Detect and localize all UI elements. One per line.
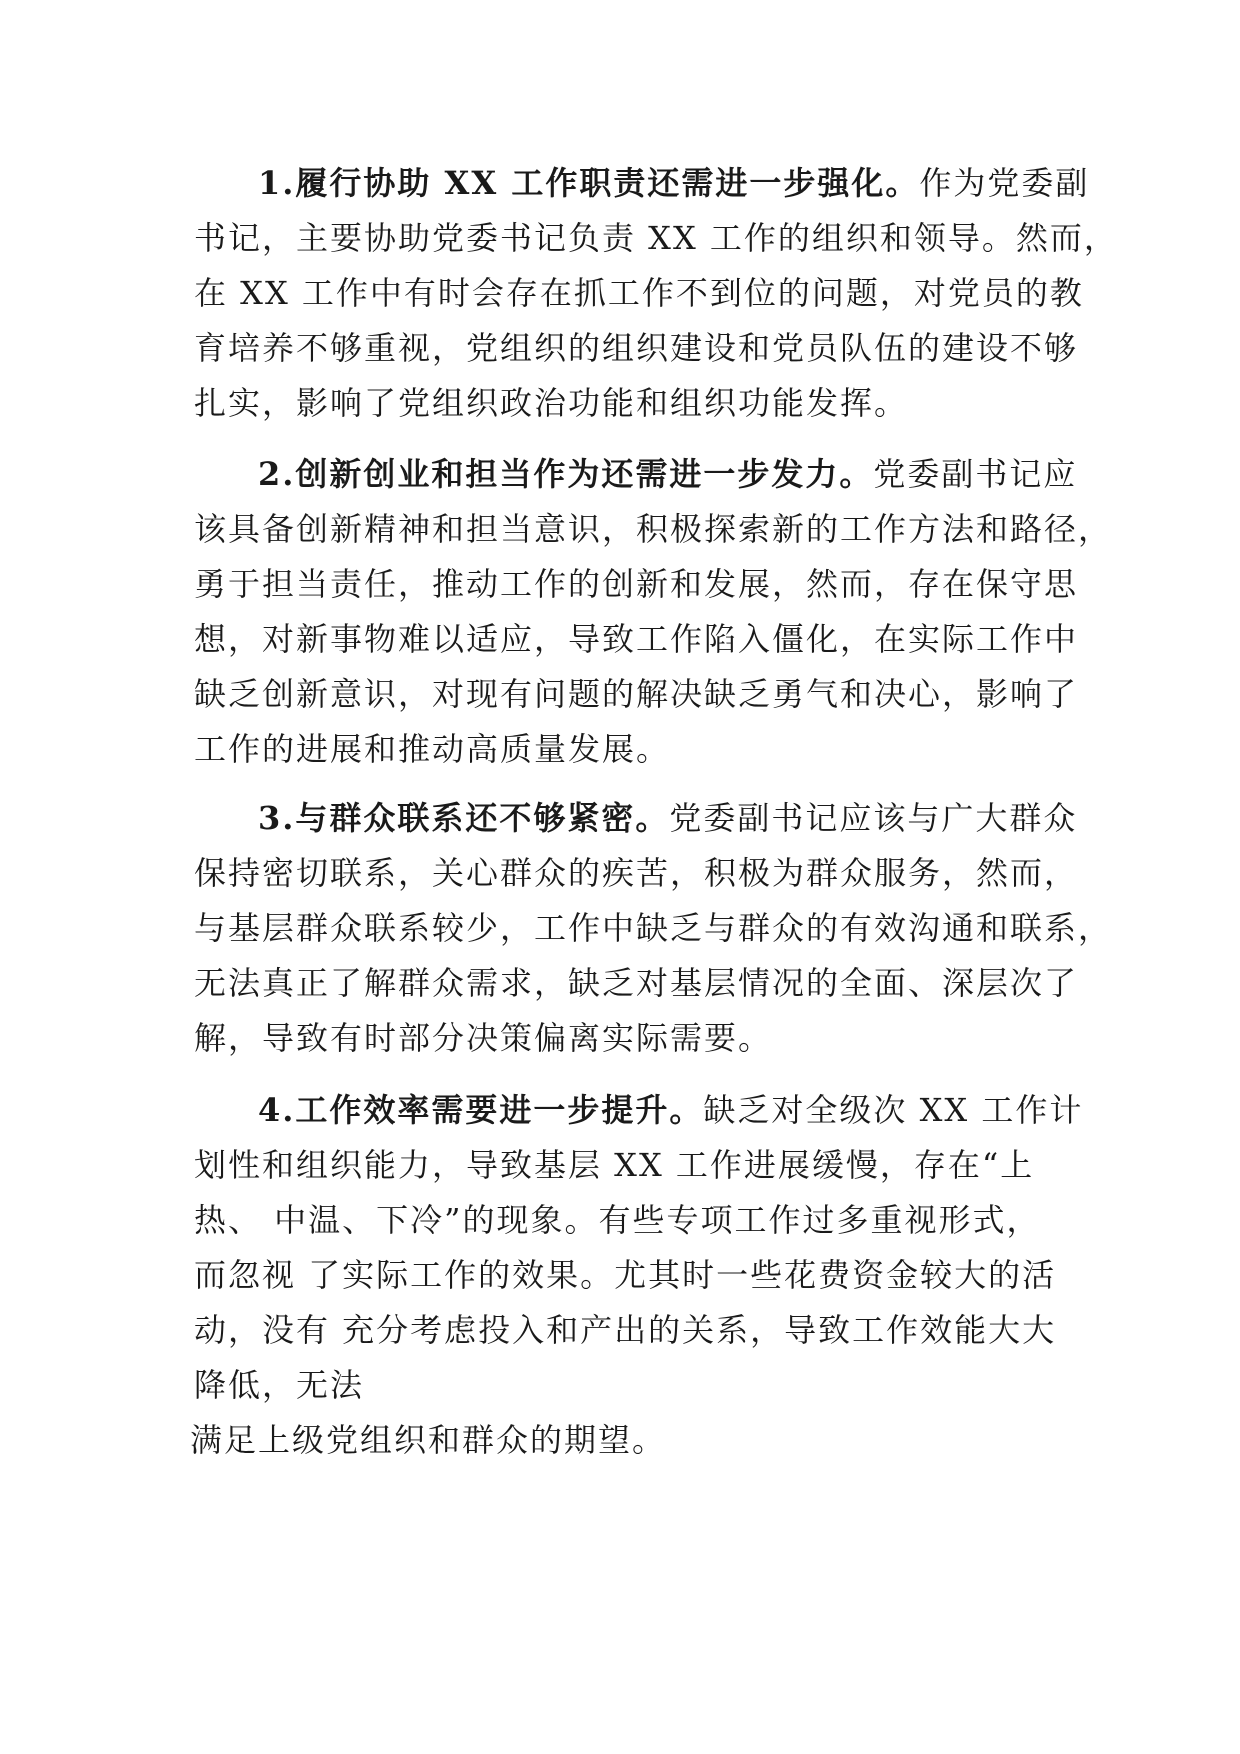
paragraph-3 (194, 791, 1113, 1066)
paragraph-3-line-3: 与基层群众联系较少，工作中缺乏与群众的有效沟通和联系， (194, 909, 1113, 947)
paragraph-1-line-1 (194, 156, 1090, 211)
paragraph-3-line-5: 解，导致有时部分决策偏离实际需要。 (194, 1019, 773, 1057)
paragraph-2-line-5: 缺乏创新意识，对现有问题的解决缺乏勇气和决心，影响了 (194, 675, 1079, 713)
paragraph-3-heading: 3.与群众联系还不够紧密。 (258, 799, 670, 837)
paragraph-4-line-4: 而忽视 了实际工作的效果。尤其时一些花费资金较大的活 (194, 1256, 1057, 1294)
paragraph-2-text-start: 党委副书记应 (873, 455, 1078, 493)
paragraph-4-line-5: 动，没有 充分考虑投入和产出的关系，导致工作效能大大 (194, 1311, 1057, 1349)
paragraph-3-line-2: 保持密切联系，关心群众的疾苦，积极为群众服务，然而， (194, 854, 1079, 892)
paragraph-1-line-2: 书记，主要协助党委书记负责 XX 工作的组织和领导。然而， (194, 219, 1118, 257)
paragraph-2-line-4: 想，对新事物难以适应，导致工作陷入僵化，在实际工作中 (194, 620, 1079, 658)
paragraph-2-line-3: 勇于担当责任，推动工作的创新和发展，然而，存在保守思 (194, 565, 1079, 603)
paragraph-3-line-4: 无法真正了解群众需求，缺乏对基层情况的全面、深层次了 (194, 964, 1079, 1002)
paragraph-1-line-4: 育培养不够重视，党组织的组织建设和党员队伍的建设不够 (194, 329, 1079, 367)
paragraph-2-heading: 2.创新创业和担当作为还需进一步发力。 (258, 455, 874, 493)
paragraph-2-line-6: 工作的进展和推动高质量发展。 (194, 730, 671, 768)
paragraph-4-heading: 4.工作效率需要进一步提升。 (258, 1091, 704, 1129)
paragraph-4-line-3: 热、 中温、下冷”的现象。有些专项工作过多重视形式， (194, 1201, 1041, 1239)
paragraph-1-line-3: 在 XX 工作中有时会存在抓工作不到位的问题，对党员的教 (194, 274, 1084, 312)
paragraph-1-heading: 1.履行协助 XX 工作职责还需进一步强化。 (258, 164, 920, 202)
paragraph-3-text-start: 党委副书记应该与广大群众 (669, 799, 1078, 837)
paragraph-4-text-start: 缺乏对全级次 XX 工作计 (703, 1091, 1084, 1129)
paragraph-2-line-1 (194, 447, 1078, 502)
paragraph-3-line-1 (194, 791, 1078, 846)
paragraph-4-line-6: 降低，无法 (194, 1366, 365, 1404)
paragraph-1 (194, 156, 1118, 431)
paragraph-4-line-2: 划性和组织能力，导致基层 XX 工作进展缓慢，存在“上 (194, 1146, 1035, 1184)
paragraph-4 (190, 1083, 1084, 1468)
paragraph-4-line-7: 满足上级党组织和群众的期望。 (190, 1421, 667, 1459)
paragraph-1-line-5: 扎实，影响了党组织政治功能和组织功能发挥。 (194, 384, 909, 422)
paragraph-2 (194, 447, 1113, 777)
paragraph-1-text-start: 作为党委副 (919, 164, 1090, 202)
paragraph-2-line-2: 该具备创新精神和担当意识，积极探索新的工作方法和路径， (194, 510, 1113, 548)
paragraph-4-line-1 (194, 1083, 1084, 1138)
